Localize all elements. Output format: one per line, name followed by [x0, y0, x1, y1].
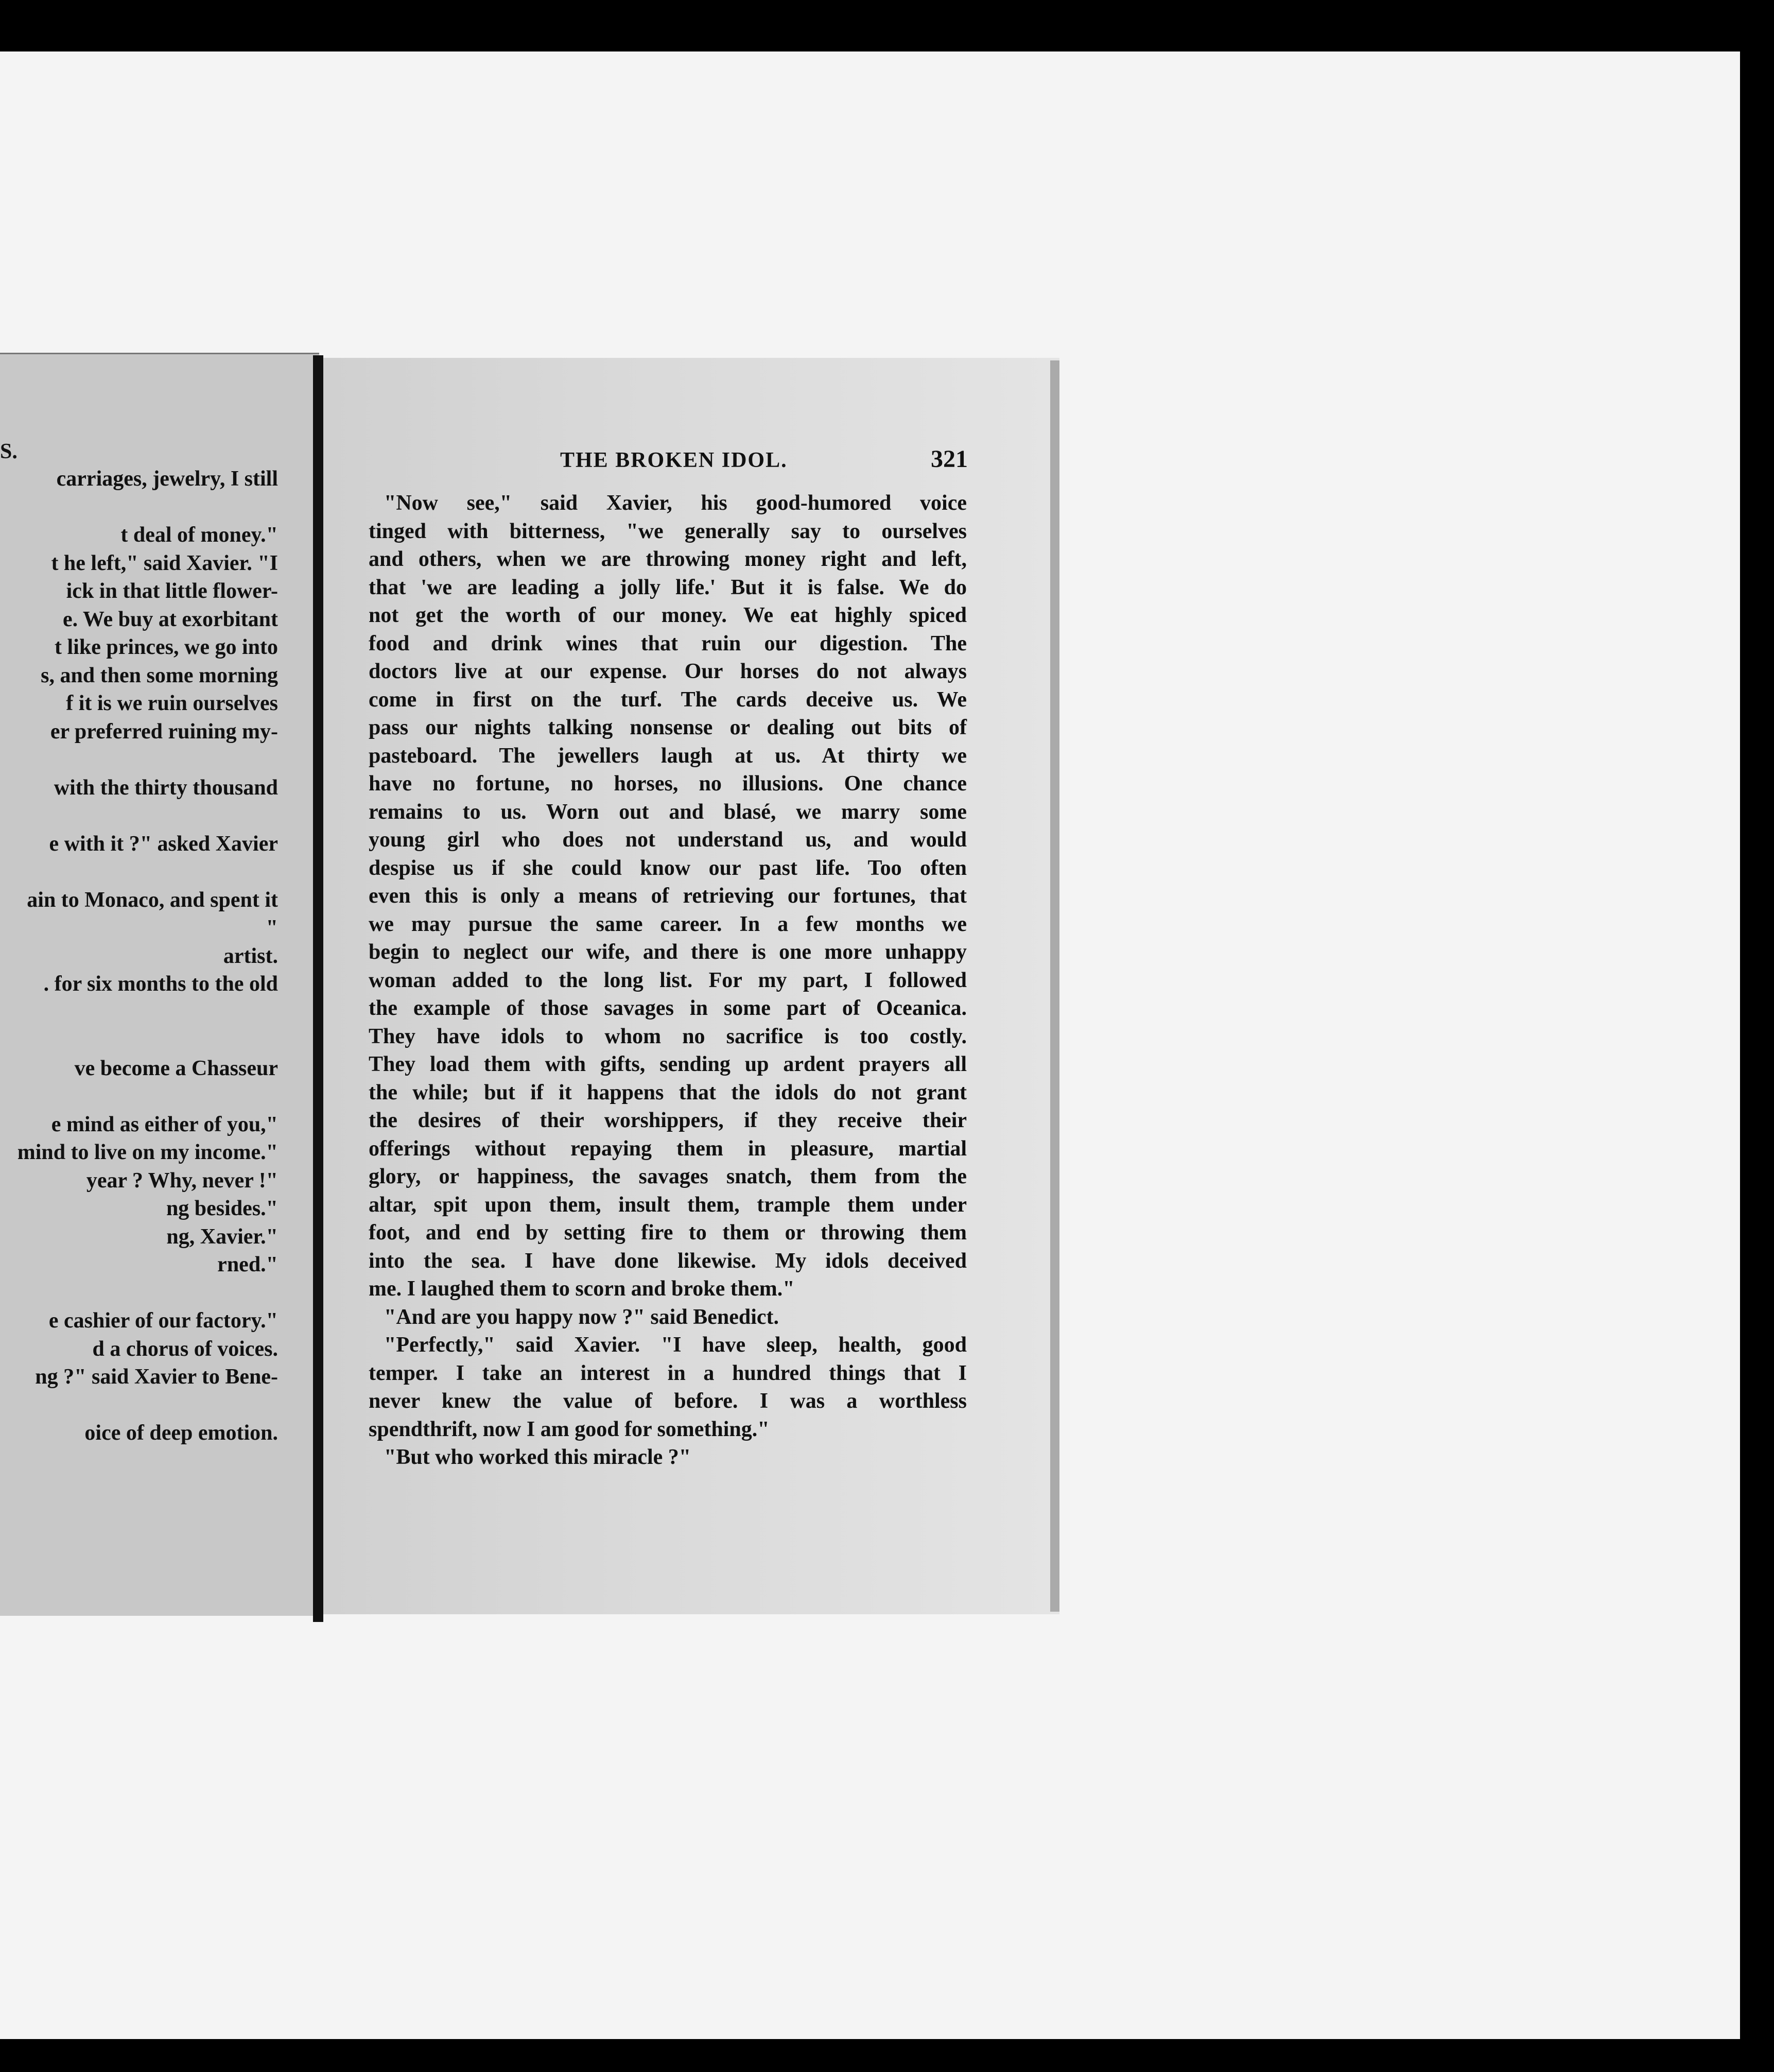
- text-line: e mind as either of you,": [51, 1112, 278, 1136]
- text-line: "Perfectly," said Xavier. "I have sleep, health, good: [384, 1333, 967, 1357]
- text-line: begin to neglect our wife, and there is one more unhappy: [369, 940, 967, 964]
- text-line: the desires of their worshippers, if they receive their: [369, 1109, 967, 1132]
- text-line: and others, when we are throwing money right and left,: [369, 547, 967, 571]
- text-line: food and drink wines that ruin our digestion. The: [369, 631, 967, 655]
- text-line: er preferred ruining my-: [50, 719, 278, 744]
- text-line: oice of deep emotion.: [84, 1421, 278, 1445]
- left-page: [0, 353, 319, 1616]
- text-line: glory, or happiness, the savages snatch, them from the: [369, 1165, 967, 1188]
- text-line: foot, and end by setting fire to them or throwing them: [369, 1221, 967, 1245]
- left-running-head: S.: [0, 440, 18, 463]
- scan-border-right: [1740, 0, 1774, 2072]
- book-spine: [313, 355, 323, 1622]
- text-line: They have idols to whom no sacrifice is too costly.: [369, 1024, 967, 1048]
- text-line: pasteboard. The jewellers laugh at us. At thirty we: [369, 744, 967, 768]
- text-line: never knew the value of before. I was a worthless: [369, 1389, 967, 1413]
- text-line: [0, 1026, 278, 1055]
- text-line: despise us if she could know our past life. Too often: [369, 856, 967, 880]
- text-line: e. We buy at exorbitant: [62, 607, 278, 631]
- text-line: mind to live on my income.": [17, 1141, 278, 1164]
- text-line: "Now see," said Xavier, his good-humored voice: [384, 491, 967, 515]
- scan-border-top: [0, 0, 1774, 51]
- page-number: 321: [931, 445, 968, 473]
- text-line: ": [266, 916, 278, 940]
- text-line: young girl who does not understand us, and would: [369, 828, 967, 852]
- text-line: woman added to the long list. For my part, I followed: [369, 968, 967, 992]
- text-line: into the sea. I have done likewise. My idols deceived: [369, 1249, 967, 1273]
- text-line: artist.: [223, 944, 278, 968]
- text-line: we may pursue the same career. In a few months we: [369, 912, 967, 936]
- text-line: rned.": [217, 1253, 278, 1276]
- text-line: d a chorus of voices.: [92, 1337, 278, 1361]
- right-page: [323, 358, 1059, 1614]
- text-line: [0, 858, 278, 886]
- text-line: ng ?" said Xavier to Bene-: [35, 1365, 278, 1389]
- text-line: ick in that little flower-: [66, 579, 278, 603]
- text-line: ng besides.": [166, 1197, 278, 1220]
- running-head: THE BROKEN IDOL.: [560, 448, 788, 472]
- page-edge: [1050, 360, 1059, 1612]
- text-line: [0, 998, 278, 1027]
- text-line: offerings without repaying them in pleasure, martial: [369, 1136, 967, 1161]
- text-line: [0, 802, 278, 830]
- text-line: [0, 493, 278, 522]
- text-line: the while; but if it happens that the idols do not grant: [369, 1080, 967, 1104]
- text-line: f it is we ruin ourselves: [66, 692, 278, 715]
- text-line: altar, spit upon them, insult them, trample them under: [369, 1193, 967, 1217]
- text-line: t like princes, we go into: [55, 635, 278, 659]
- left-page-text: [0, 465, 278, 1447]
- text-line: spendthrift, now I am good for something.": [369, 1417, 770, 1441]
- text-line: t he left," said Xavier. "I: [51, 551, 278, 575]
- text-line: carriages, jewelry, I still: [56, 467, 278, 491]
- text-line: "And are you happy now ?" said Benedict.: [384, 1305, 779, 1329]
- text-line: e cashier of our factory.": [48, 1309, 278, 1333]
- text-line: temper. I take an interest in a hundred things that I: [369, 1361, 967, 1385]
- text-line: pass our nights talking nonsense or dealing out bits of: [369, 716, 967, 739]
- text-line: that 'we are leading a jolly life.' But it is false. We do: [369, 575, 967, 599]
- text-line: t deal of money.": [120, 523, 278, 547]
- text-line: year ? Why, never !": [86, 1168, 278, 1193]
- text-line: tinged with bitterness, "we generally say to ourselves: [369, 519, 967, 543]
- text-line: ain to Monaco, and spent it: [27, 888, 278, 912]
- text-line: ve become a Chasseur: [74, 1056, 278, 1080]
- text-line: "But who worked this miracle ?": [384, 1445, 691, 1469]
- text-line: [0, 1279, 278, 1307]
- text-line: come in first on the turf. The cards deceive us. We: [369, 687, 967, 712]
- scan-border-bottom: [0, 2039, 1774, 2072]
- text-line: [0, 1391, 278, 1420]
- page-body-text: [369, 489, 967, 1472]
- text-line: have no fortune, no horses, no illusions. One chance: [369, 772, 967, 796]
- text-line: ng, Xavier.": [166, 1224, 278, 1249]
- text-line: me. I laughed them to scorn and broke them.": [369, 1277, 795, 1301]
- text-line: e with it ?" asked Xavier: [49, 832, 278, 856]
- text-line: doctors live at our expense. Our horses do not always: [369, 660, 967, 683]
- text-line: [0, 1082, 278, 1111]
- text-line: . for six months to the old: [43, 972, 278, 996]
- text-line: remains to us. Worn out and blasé, we marry some: [369, 800, 967, 824]
- text-line: the example of those savages in some part of Oceanica.: [369, 996, 967, 1020]
- text-line: even this is only a means of retrieving our fortunes, that: [369, 884, 967, 908]
- text-line: not get the worth of our money. We eat highly spiced: [369, 603, 967, 627]
- page-header: [323, 445, 1059, 479]
- text-line: s, and then some morning: [41, 663, 278, 687]
- text-line: They load them with gifts, sending up ardent prayers all: [369, 1052, 967, 1076]
- text-line: [0, 746, 278, 774]
- text-line: with the thirty thousand: [54, 775, 278, 800]
